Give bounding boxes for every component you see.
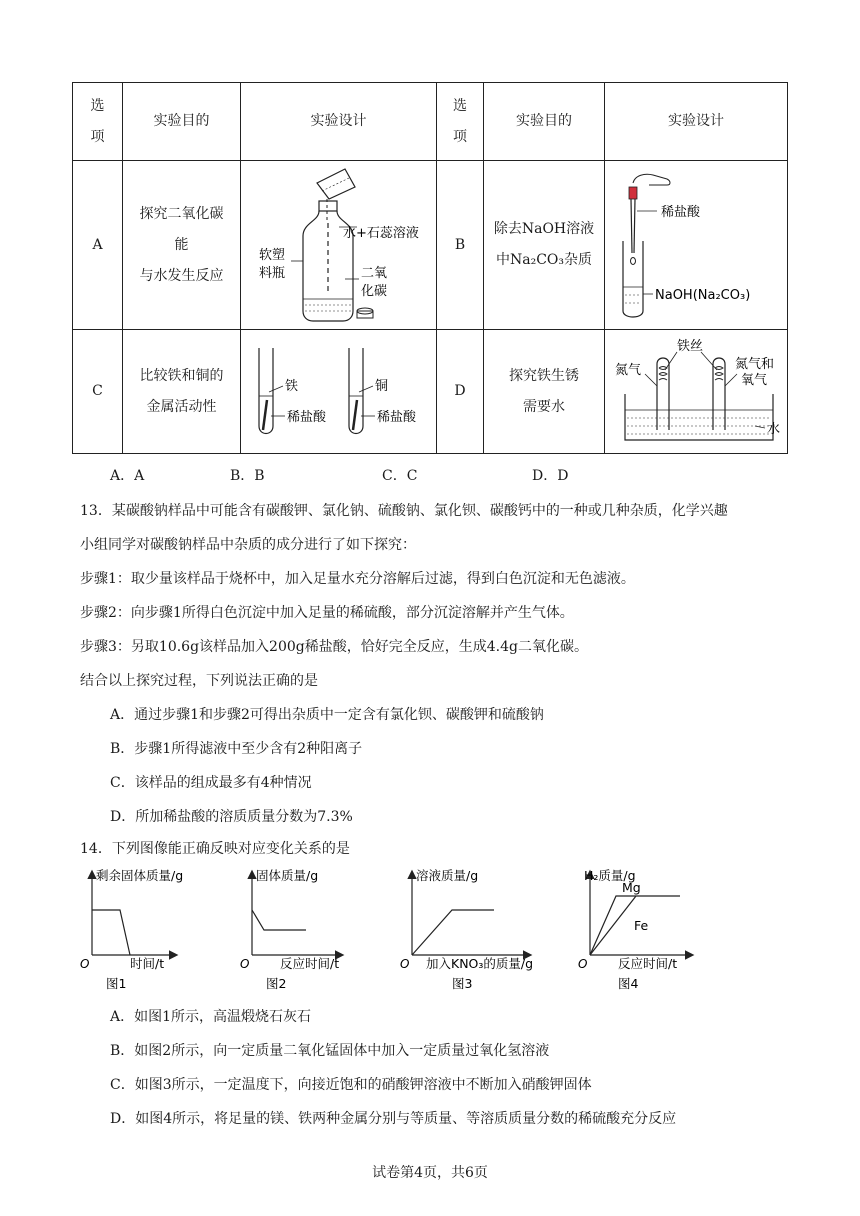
test-tube-icon: [623, 241, 643, 317]
q13-prompt: 结合以上探究过程，下列说法正确的是: [80, 673, 318, 689]
option-d: D: [437, 330, 484, 454]
q14-option-d[interactable]: D．如图4所示，将足量的镁、铁两种金属分别与等质量、等溶质质量分数的稀硫酸充分反应: [110, 1111, 677, 1127]
hand-icon: [633, 174, 670, 185]
label-dilute-hcl: 稀盐酸: [661, 205, 701, 220]
figure-2: [240, 868, 342, 991]
page-footer: 试卷第4页，共6页: [372, 1165, 488, 1181]
label-hcl-2: 稀盐酸: [377, 410, 417, 425]
table-row: [73, 161, 788, 330]
figure-4-xlabel: 反应时间/t: [618, 956, 678, 971]
test-tube-copper-icon: [349, 348, 363, 434]
option-c: C: [73, 330, 123, 454]
q12-choice-b[interactable]: B．B: [230, 468, 265, 484]
header-option: 选 项: [73, 83, 123, 161]
q13-option-b[interactable]: B．步骤1所得滤液中至少含有2种阳离子: [110, 741, 363, 757]
purpose-b: 除去NaOH溶液 中Na₂CO₃杂质: [484, 161, 605, 330]
figure-3-ylabel: 溶液质量/g: [416, 868, 479, 883]
design-b: [605, 161, 788, 330]
label-copper: 铜: [375, 379, 389, 394]
figure-4-origin: O: [578, 957, 588, 971]
figure-1-line: [92, 910, 130, 955]
tube-right-icon: [713, 358, 725, 430]
q14-option-c[interactable]: C．如图3所示，一定温度下，向接近饱和的硝酸钾溶液中不断加入硝酸钾固体: [110, 1077, 592, 1093]
header-option-2: 选 项: [437, 83, 484, 161]
label-nitrogen: 氮气: [615, 363, 642, 378]
q14-option-a[interactable]: A．如图1所示，高温煅烧石灰石: [110, 1009, 312, 1025]
figure-1-ylabel: 剩余固体质量/g: [96, 868, 184, 883]
dropper-tube-diagram: [605, 161, 788, 329]
figure-2-origin: O: [240, 957, 250, 971]
figure-1: [80, 868, 183, 991]
q12-choice-a[interactable]: A．A: [110, 468, 145, 484]
figure-2-ylabel: 固体质量/g: [256, 868, 319, 883]
trough-icon: [625, 394, 773, 440]
q13-step1: 步骤1：取少量该样品于烧杯中，加入足量水充分溶解后过滤，得到白色沉淀和无色滤液。: [80, 571, 635, 587]
label-n2-o2-1: 氮气和: [735, 357, 775, 372]
q13-stem-line1: 13．某碳酸钠样品中可能含有碳酸钾、氯化钠、硫酸钠、氯化钡、碳酸钙中的一种或几种杂质，化学兴趣: [80, 503, 728, 519]
test-tube-iron-icon: [259, 348, 273, 434]
purpose-c: 比较铁和铜的 金属活动性: [123, 330, 241, 454]
label-naoh-na2co3: NaOH(Na₂CO₃): [655, 288, 751, 303]
option-b: B: [437, 161, 484, 330]
figure-4: [578, 868, 692, 991]
rust-diagram: [605, 330, 788, 453]
co2-bottle-diagram: [241, 161, 437, 329]
purpose-d: 探究铁生锈 需要水: [484, 330, 605, 454]
q13-option-a[interactable]: A．通过步骤1和步骤2可得出杂质中一定含有氯化钡、碳酸钾和硫酸钠: [110, 707, 544, 723]
option-a: A: [73, 161, 123, 330]
label-iron-wire: 铁丝: [677, 339, 704, 354]
header-purpose: 实验目的: [123, 83, 241, 161]
figure-2-line: [252, 910, 306, 930]
figure-3-caption: 图3: [452, 976, 473, 991]
figure-4-ylabel: H₂质量/g: [584, 868, 636, 883]
figure-1-xlabel: 时间/t: [130, 956, 165, 971]
label-co2-1: 二氧: [361, 266, 388, 281]
purpose-a: 探究二氧化碳 能 与水发生反应: [123, 161, 241, 330]
q13-option-d[interactable]: D．所加稀盐酸的溶质质量分数为7.3%: [110, 809, 353, 825]
figure-4-series-fe: Fe: [634, 918, 649, 933]
header-design: 实验设计: [241, 83, 437, 161]
iron-copper-diagram: [241, 330, 437, 453]
figure-1-caption: 图1: [106, 976, 127, 991]
beaker-icon: [317, 169, 355, 199]
tube-left-icon: [657, 358, 669, 430]
q13-stem-line2: 小组同学对碳酸钠样品中杂质的成分进行了如下探究：: [80, 537, 416, 553]
figure-2-xlabel: 反应时间/t: [280, 956, 340, 971]
q13-option-c[interactable]: C．该样品的组成最多有4种情况: [110, 775, 312, 791]
cap-icon: [357, 308, 373, 318]
figure-1-origin: O: [80, 957, 90, 971]
header-purpose-2: 实验目的: [484, 83, 605, 161]
label-iron: 铁: [285, 379, 299, 394]
figure-4-caption: 图4: [618, 976, 639, 991]
figure-3-origin: O: [400, 957, 410, 971]
q14-option-b[interactable]: B．如图2所示，向一定质量二氧化锰固体中加入一定质量过氧化氢溶液: [110, 1043, 550, 1059]
q14-stem: 14．下列图像能正确反映对应变化关系的是: [80, 841, 350, 857]
figure-3-line: [412, 910, 494, 955]
design-a: [241, 161, 437, 330]
label-soft-bottle-2: 料瓶: [259, 266, 286, 281]
bottle-icon: [303, 201, 353, 321]
label-soft-bottle-1: 软塑: [259, 248, 286, 263]
label-n2-o2-2: 氧气: [741, 373, 768, 388]
design-c: [241, 330, 437, 454]
label-hcl-1: 稀盐酸: [287, 410, 327, 425]
design-d: [605, 330, 788, 454]
label-water: 水: [767, 422, 781, 437]
q12-choice-c[interactable]: C．C: [382, 468, 418, 484]
q12-choice-d[interactable]: D．D: [532, 468, 569, 484]
q13-step2: 步骤2：向步骤1所得白色沉淀中加入足量的稀硫酸，部分沉淀溶解并产生气体。: [80, 605, 574, 621]
q14-figures: [70, 860, 710, 995]
figure-4-line-fe: [590, 896, 636, 955]
figure-2-caption: 图2: [266, 976, 287, 991]
figure-3: [400, 868, 533, 991]
q13-step3: 步骤3：另取10.6g该样品加入200g稀盐酸，恰好完全反应，生成4.4g二氧化碳。: [80, 639, 588, 655]
table-row: [73, 330, 788, 454]
experiment-table: [72, 82, 788, 454]
header-design-2: 实验设计: [605, 83, 788, 161]
table-header-row: [73, 83, 788, 161]
label-water-litmus: 水+石蕊溶液: [343, 226, 419, 241]
label-co2-2: 化碳: [361, 284, 388, 299]
dropper-icon: [629, 187, 637, 265]
figure-4-series-mg: Mg: [622, 880, 641, 895]
figure-3-xlabel: 加入KNO₃的质量/g: [426, 956, 534, 971]
